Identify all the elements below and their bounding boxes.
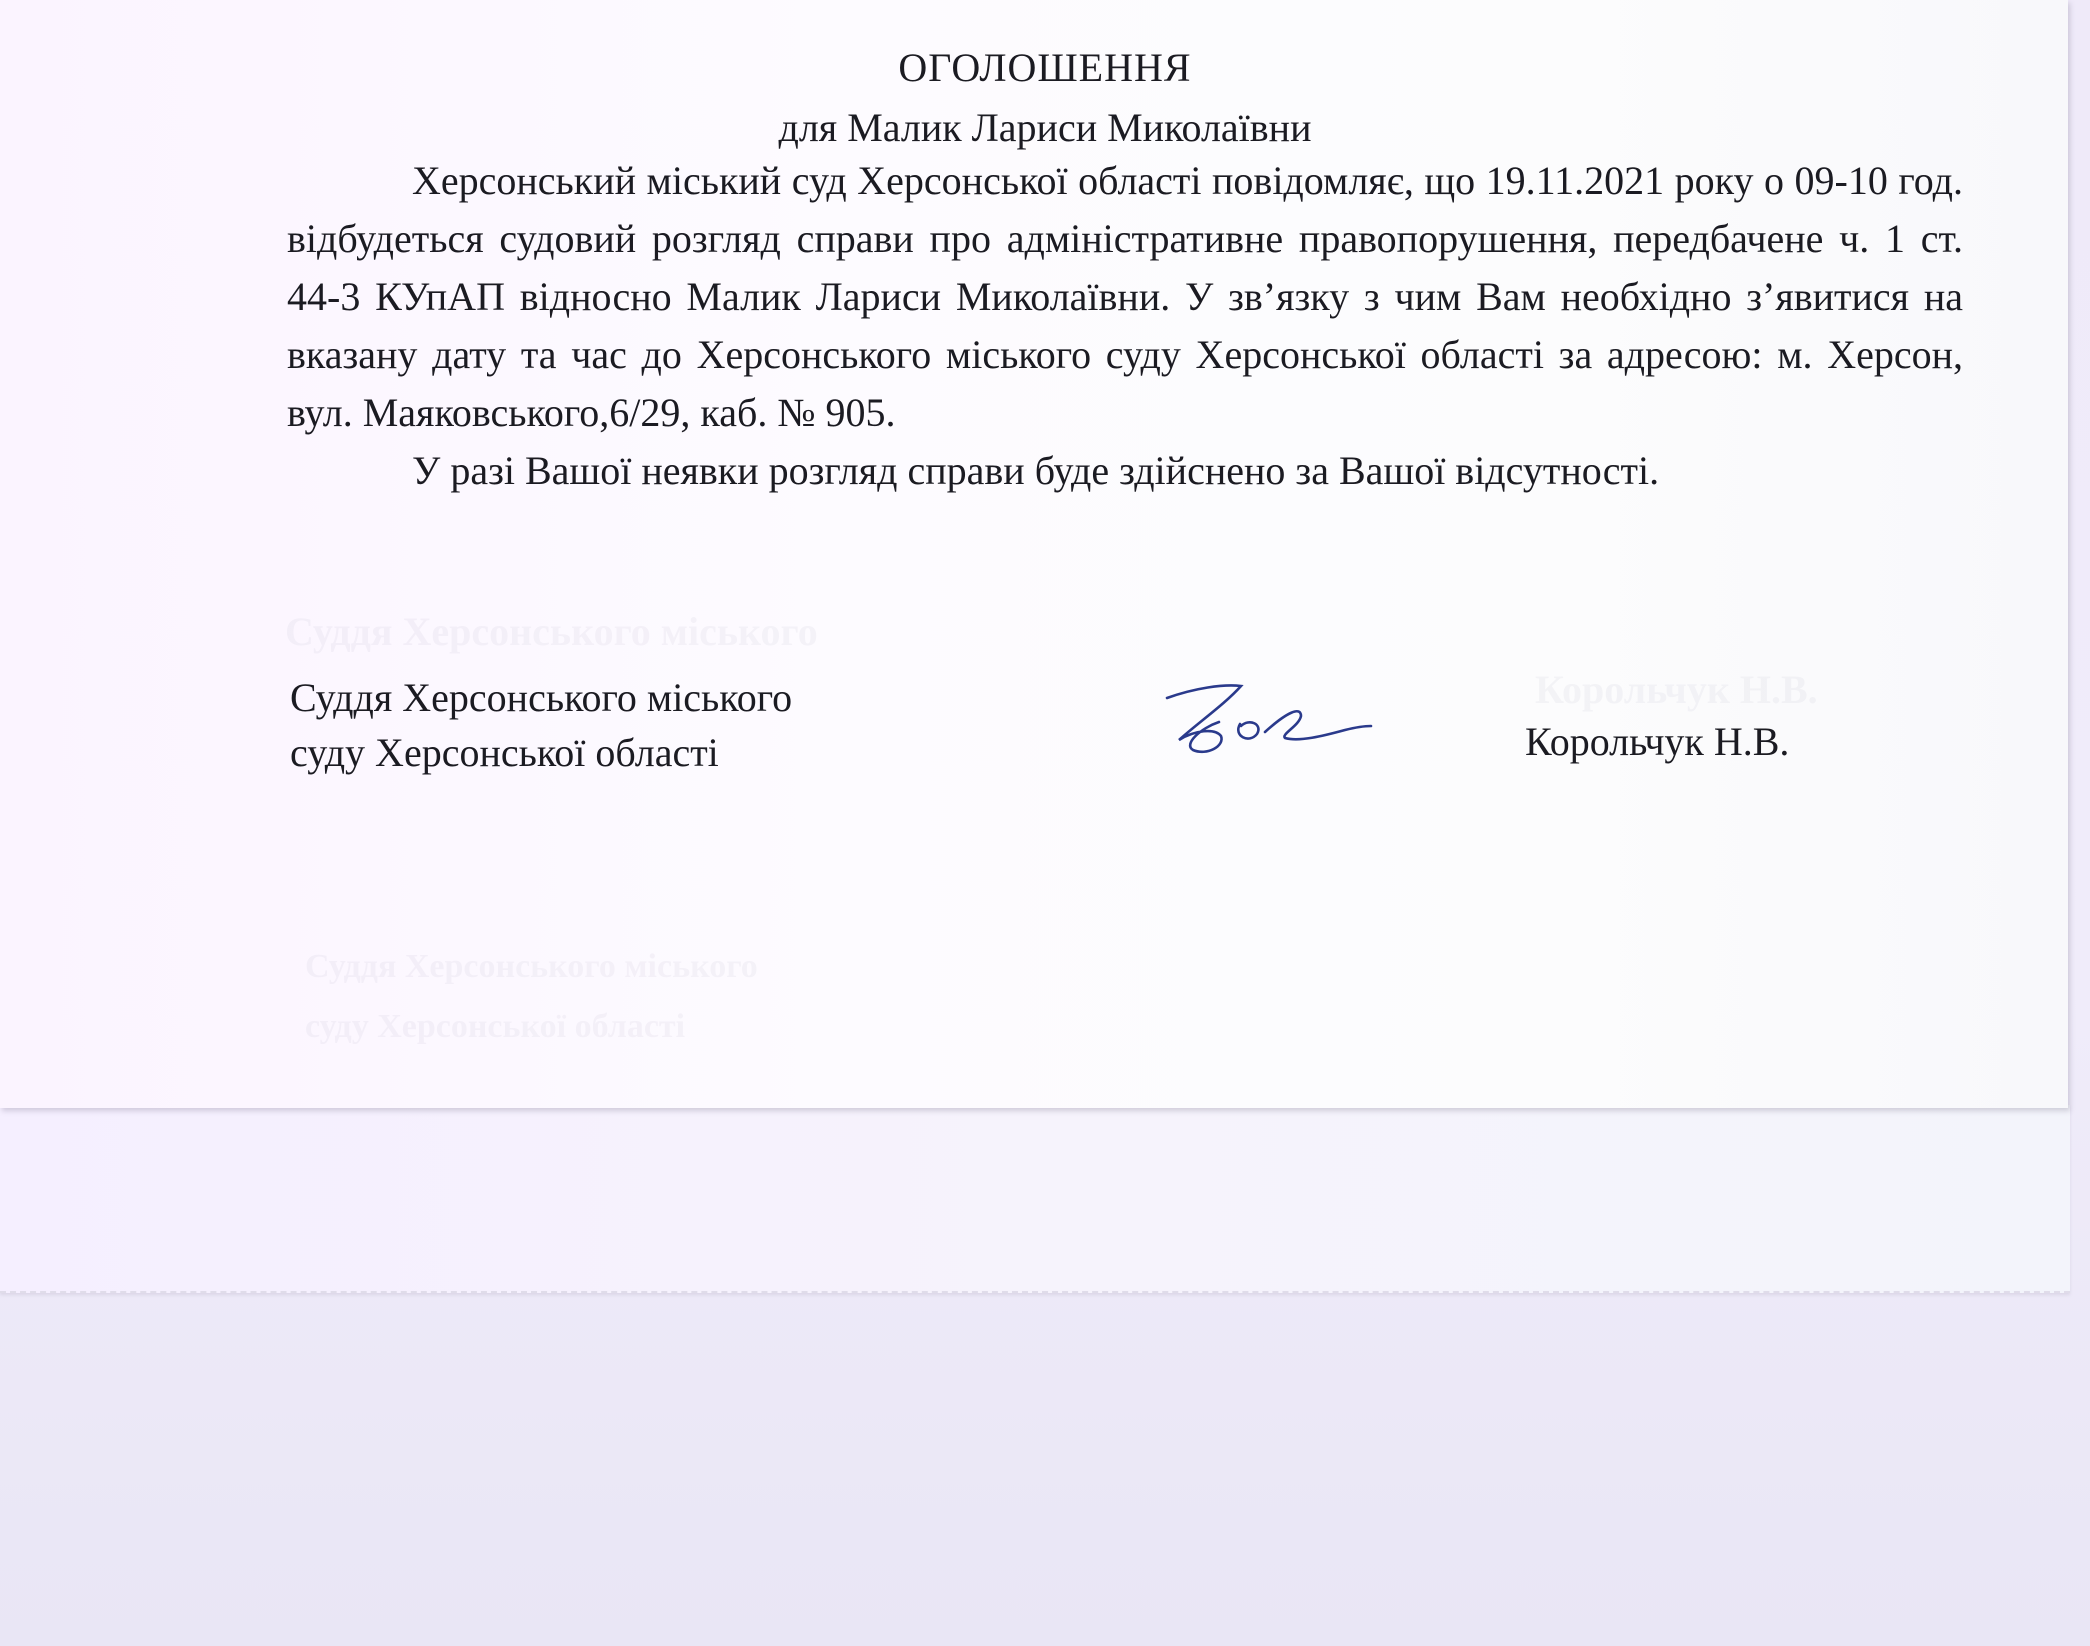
notice-paragraph: У разі Вашої неявки розгляд справи буде здійснено за Вашої відсутності. bbox=[412, 448, 1660, 493]
notice-title: ОГОЛОШЕННЯ bbox=[898, 45, 1192, 90]
judge-position-line: суду Херсонської області bbox=[290, 730, 719, 775]
show-through-text: Суддя Херсонського міського bbox=[285, 609, 818, 654]
middle-sheet bbox=[0, 1105, 2070, 1293]
notice-recipient: для Малик Лариси Миколаївни bbox=[778, 105, 1312, 150]
show-through-text: Суддя Херсонського міського bbox=[305, 948, 758, 985]
show-through-text: Корольчук Н.В. bbox=[1535, 667, 1818, 712]
notice-body bbox=[287, 152, 1963, 500]
handwritten-signature bbox=[1145, 670, 1375, 765]
judge-name: Корольчук Н.В. bbox=[1525, 719, 1790, 764]
judge-position bbox=[290, 670, 792, 780]
show-through-text: суду Херсонської області bbox=[305, 1008, 686, 1045]
notice-paragraph: Херсонський міський суд Херсонської області повідомляє, що 19.11.2021 року о 09-10 год. відбудеться судовий розгляд справи про адміністративне правопорушення, передбачене ч. 1 ст. 44-3 КУпАП відносно Малик Лариси Миколаївни. У зв’язку з чим Вам необхідно з’явитися на вказану дату та час до Херсонського міського суду Херсонської області за адресою: м. Херсон, вул. Маяковського,6/29, каб. № 905. bbox=[287, 158, 1963, 435]
judge-position-line: Суддя Херсонського міського bbox=[290, 675, 793, 720]
